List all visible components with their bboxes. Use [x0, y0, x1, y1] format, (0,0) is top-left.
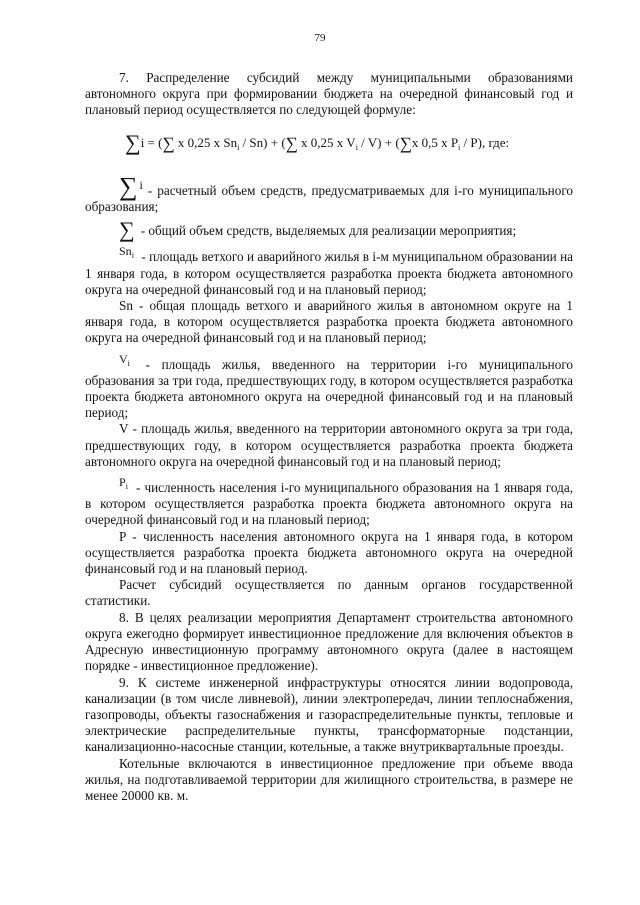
- sigma-symbol: ∑: [285, 133, 298, 153]
- formula-term-3: x 0,5 x P: [411, 134, 459, 150]
- sigma-symbol: ∑: [125, 129, 141, 155]
- variable-symbol: $P_i$: [119, 475, 128, 492]
- formula-term-2: x 0,25 x V: [297, 134, 356, 150]
- paragraph-9: 9. К системе инженерной инфраструктуры относятся линии водопровода, канализации (в том числе ливневой), линии электропередач, линии теплоснабжения, газопроводы, объекты газоснабжения и газораспределительные пункты, тепловые и электрические распределительные пункты, трансформаторные подстанции, канализационно-насосные станции, котельные, а также внутриквартальные проезды.: [85, 674, 573, 755]
- definition-sn-i: [85, 243, 573, 298]
- sigma-symbol: ∑: [119, 217, 135, 243]
- document-body: [85, 70, 573, 804]
- definition-p: P - численность населения автономного округа на 1 января года, в котором осуществляется разработка проекта бюджета автономного округа на очередной финансовый год и на плановый период.: [85, 528, 573, 577]
- definition-text: - площадь жилья, введенного на территории i-го муниципального образования за три года, предшествующих году, в котором осуществляется разработка проекта бюджета автономного округа на очередной финансовый год и на плановый период;: [85, 356, 573, 421]
- sigma-symbol: ∑: [162, 133, 175, 153]
- boiler-paragraph: Котельные включаются в инвестиционное предложение при объеме ввода жилья, на подготавливаемой территории для жилищного строительства, в размере не менее 20000 кв. м.: [85, 755, 573, 803]
- variable-symbol: $Sn_i$: [119, 244, 134, 261]
- formula-term-1-end: / Sn) + (: [239, 134, 286, 150]
- definition-v: V - площадь жилья, введенного на территории автономного округа за три года, предшествующих году, в котором осуществляется разработка проекта бюджета автономного округа на очередной финансовый год и на плановый период;: [85, 421, 573, 469]
- formula-term-3-sub: i: [458, 142, 461, 152]
- paragraph-7: 7. Распределение субсидий между муниципальными образованиями автономного округа при формировании бюджета на очередной финансовый год и плановый период осуществляется по следующей формуле:: [85, 70, 573, 118]
- definition-text: - общий объем средств, выделяемых для реализации мероприятия;: [140, 223, 517, 239]
- subsidy-formula: [125, 129, 573, 156]
- variable-symbol: $V_i$: [119, 351, 130, 368]
- formula-term-2-end: / V) + (: [357, 134, 400, 150]
- formula-term-1-sub: i: [237, 142, 240, 152]
- sigma-symbol: ∑: [119, 171, 138, 201]
- definition-text: - численность населения i-го муниципального образования на 1 января года, в котором осуществляется разработка проекта бюджета автономного округа на очередной финансовый год и на плановый период;: [85, 480, 573, 528]
- definition-text: - площадь ветхого и аварийного жилья в i-м муниципальном образовании на 1 января года, в котором осуществляется разработка проекта бюджета автономного округа на очередной финансовый год и на плановый период;: [85, 249, 573, 297]
- formula-term-2-sub: i: [355, 142, 358, 152]
- sigma-i-letter: i: [139, 177, 143, 192]
- definition-p-i: [85, 474, 573, 529]
- formula-term-3-end: / P), где:: [460, 134, 510, 150]
- definition-text: - расчетный объем средств, предусматриваемых для i-го муниципального образования;: [85, 182, 573, 215]
- definition-sn: Sn - общая площадь ветхого и аварийного жилья в автономном округе на 1 января года, в котором осуществляется разработка проекта бюджета автономного округа на очередной финансовый год и на плановый период;: [85, 298, 573, 346]
- formula-lhs: i = (: [140, 134, 163, 150]
- definition-sigma: [85, 217, 573, 243]
- definition-v-i: [85, 351, 573, 422]
- definition-sigma-i: [85, 171, 573, 215]
- statistics-paragraph: Расчет субсидий осуществляется по данным органов государственной статистики.: [85, 577, 573, 609]
- sigma-symbol: ∑: [399, 133, 412, 153]
- paragraph-8: 8. В целях реализации мероприятия Департамент строительства автономного округа ежегодно формирует инвестиционное предложение для включения объектов в Адресную инвестиционную программу автономного округа (далее в настоящем порядке - инвестиционное предложение).: [85, 609, 573, 674]
- formula-term-1: x 0,25 x Sn: [174, 134, 238, 150]
- page-number: 79: [314, 32, 326, 44]
